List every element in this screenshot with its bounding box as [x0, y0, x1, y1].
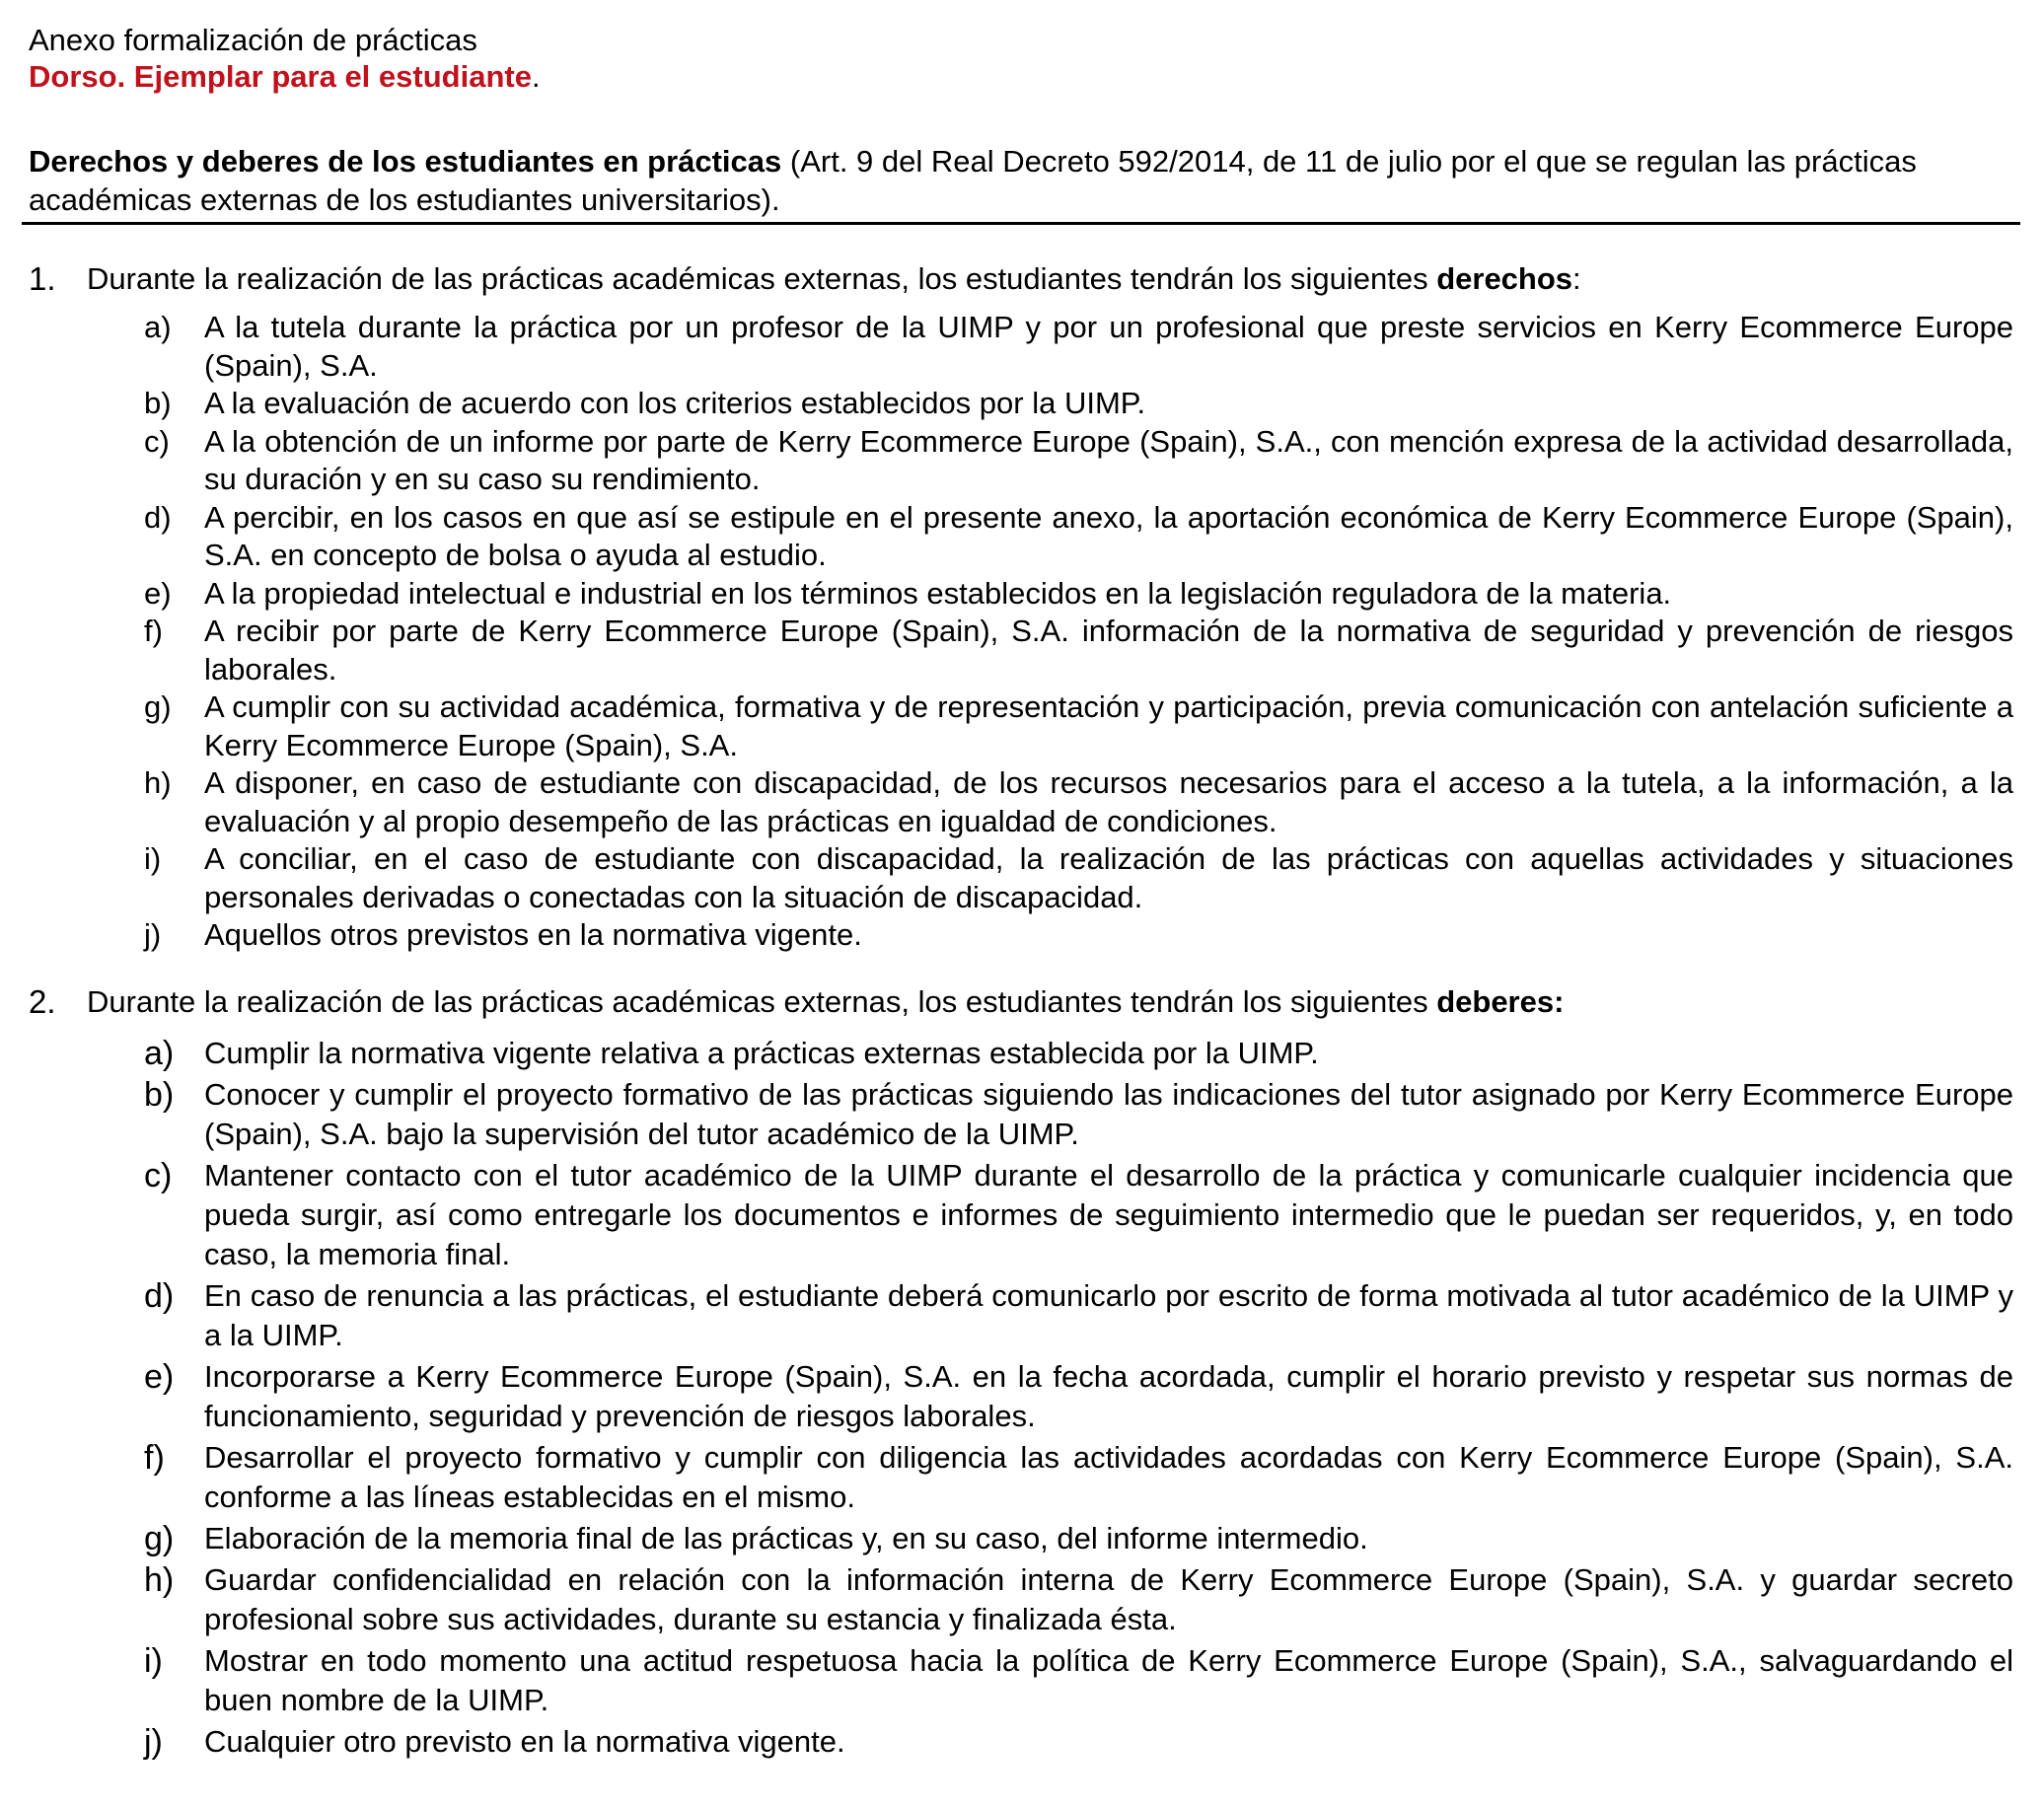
item-letter: h): [144, 1561, 175, 1599]
annex-title-text: Anexo formalización de prácticas: [29, 23, 477, 57]
item-letter: c): [144, 423, 170, 459]
item-text: A la evaluación de acuerdo con los criterios establecidos por la UIMP.: [204, 386, 1146, 420]
duties-number: 2.: [29, 983, 56, 1020]
item-letter: i): [144, 1642, 163, 1680]
duties-lead: Durante la realización de las prácticas académicas externas, los estudiantes tendrán los siguientes: [87, 984, 1437, 1019]
item-letter: d): [144, 1277, 175, 1315]
intro-heading: Derechos y deberes de los estudiantes en prácticas: [29, 144, 782, 179]
item-letter: e): [144, 575, 172, 611]
item-letter: a): [144, 310, 172, 344]
list-item: [0, 385, 2013, 423]
item-text: A conciliar, en el caso de estudiante con discapacidad, la realización de las prácticas con aquellas actividades y situaciones personales derivadas o conectadas con la situación de discapacidad.: [204, 841, 2013, 914]
intro-paragraph: [29, 142, 2011, 219]
duties-list: [0, 1034, 2044, 1762]
list-item: [0, 1075, 2013, 1154]
item-text: Mostrar en todo momento una actitud respetuosa hacia la política de Kerry Ecommerce Europe (Spain), S.A., salvaguardando el buen nombre de la UIMP.: [204, 1643, 2013, 1717]
list-item: [0, 1276, 2013, 1355]
heading-divider: [22, 222, 2020, 225]
item-letter: j): [144, 1723, 163, 1761]
list-item: [0, 613, 2013, 688]
rights-section: [0, 259, 2044, 955]
rights-heading-text: [87, 259, 1581, 299]
list-item: [0, 1438, 2013, 1517]
list-item: [0, 1357, 2013, 1436]
item-letter: h): [144, 765, 172, 800]
rights-number: 1.: [29, 260, 56, 297]
list-item: [0, 1641, 2013, 1720]
copy-designation-period: .: [531, 59, 541, 94]
item-text: Conocer y cumplir el proyecto formativo de las prácticas siguiendo las indicaciones del tutor asignado por Kerry Ecommerce Europe (Spain), S.A. bajo la supervisión del tutor académico de la UIMP.: [204, 1077, 2013, 1151]
item-letter: f): [144, 614, 163, 648]
item-letter: g): [144, 689, 172, 724]
item-letter: a): [144, 1035, 175, 1072]
item-text: A percibir, en los casos en que así se estipule en el presente anexo, la aportación económica de Kerry Ecommerce Europe (Spain), S.A. en concepto de bolsa o ayuda al estudio.: [204, 499, 2013, 572]
item-letter: d): [144, 499, 172, 535]
list-item: [0, 1034, 2013, 1073]
item-text: A la obtención de un informe por parte de Kerry Ecommerce Europe (Spain), S.A., con mención expresa de la actividad desarrollada, su duración y en su caso su rendimiento.: [204, 423, 2013, 496]
item-letter: g): [144, 1520, 175, 1557]
list-item: [0, 1156, 2013, 1274]
rights-heading: [0, 259, 2044, 303]
list-item: [0, 1560, 2013, 1639]
item-letter: j): [144, 917, 162, 952]
rights-colon: :: [1572, 261, 1581, 296]
item-text: En caso de renuncia a las prácticas, el estudiante deberá comunicarlo por escrito de forma motivada al tutor académico de la UIMP y a la UIMP.: [204, 1278, 2013, 1352]
item-letter: b): [144, 386, 172, 420]
item-text: Aquellos otros previstos en la normativa vigente.: [204, 917, 862, 952]
item-letter: i): [144, 841, 162, 876]
item-text: A disponer, en caso de estudiante con discapacidad, de los recursos necesarios para el acceso a la tutela, a la información, a la evaluación y al propio desempeño de las prácticas en igualdad de condiciones.: [204, 765, 2013, 838]
item-text: Cumplir la normativa vigente relativa a prácticas externas establecida por la UIMP.: [204, 1036, 1319, 1070]
item-letter: f): [144, 1439, 165, 1477]
item-text: A cumplir con su actividad académica, formativa y de representación y participación, previa comunicación con antelación suficiente a Kerry Ecommerce Europe (Spain), S.A.: [204, 689, 2013, 762]
item-letter: c): [144, 1157, 173, 1194]
list-item: [0, 423, 2013, 499]
item-letter: e): [144, 1358, 175, 1396]
annex-title: [29, 22, 477, 59]
duties-section: [0, 982, 2044, 1764]
list-item: [0, 499, 2013, 575]
list-item: [0, 575, 2013, 614]
item-letter: b): [144, 1076, 175, 1114]
list-item: [0, 1722, 2013, 1762]
item-text: A la tutela durante la práctica por un profesor de la UIMP y por un profesional que preste servicios en Kerry Ecommerce Europe (Spain), S.A.: [204, 310, 2013, 383]
list-item: [0, 764, 2013, 840]
list-item: [0, 309, 2013, 385]
item-text: Mantener contacto con el tutor académico de la UIMP durante el desarrollo de la práctica y comunicarle cualquier incidencia que pueda surgir, así como entregarle los documentos e informes de seguimiento intermedio que le puedan ser requeridos, y, en todo caso, la memoria final.: [204, 1158, 2013, 1271]
list-item: [0, 840, 2013, 916]
rights-keyword: derechos: [1436, 261, 1573, 296]
intro-reference: (Art. 9 del Real Decreto 592/2014, de 11 de julio por el que se regulan las prácticas académicas externas de los estudiantes universitarios).: [29, 144, 1917, 217]
list-item: [0, 916, 2013, 955]
item-text: Elaboración de la memoria final de las prácticas y, en su caso, del informe intermedio.: [204, 1521, 1368, 1555]
list-item: [0, 1519, 2013, 1558]
rights-list: [0, 309, 2044, 955]
item-text: A recibir por parte de Kerry Ecommerce Europe (Spain), S.A. información de la normativa de seguridad y prevención de riesgos laborales.: [204, 614, 2013, 687]
item-text: A la propiedad intelectual e industrial en los términos establecidos en la legislación reguladora de la materia.: [204, 575, 1672, 611]
copy-designation: [29, 58, 541, 96]
copy-designation-text: Dorso. Ejemplar para el estudiante: [29, 59, 532, 94]
item-text: Guardar confidencialidad en relación con la información interna de Kerry Ecommerce Europe (Spain), S.A. y guardar secreto profesional sobre sus actividades, durante su estancia y finalizada ésta.: [204, 1562, 2013, 1636]
item-text: Incorporarse a Kerry Ecommerce Europe (Spain), S.A. en la fecha acordada, cumplir el horario previsto y respetar sus normas de funcionamiento, seguridad y prevención de riesgos laborales.: [204, 1359, 2013, 1433]
item-text: Desarrollar el proyecto formativo y cumplir con diligencia las actividades acordadas con Kerry Ecommerce Europe (Spain), S.A. conforme a las líneas establecidas en el mismo.: [204, 1440, 2013, 1514]
duties-keyword: deberes:: [1436, 984, 1565, 1019]
duties-heading-text: [87, 982, 1564, 1022]
item-text: Cualquier otro previsto en la normativa vigente.: [204, 1724, 845, 1759]
list-item: [0, 688, 2013, 764]
rights-lead: Durante la realización de las prácticas académicas externas, los estudiantes tendrán los siguientes: [87, 261, 1437, 296]
duties-heading: [0, 982, 2044, 1026]
